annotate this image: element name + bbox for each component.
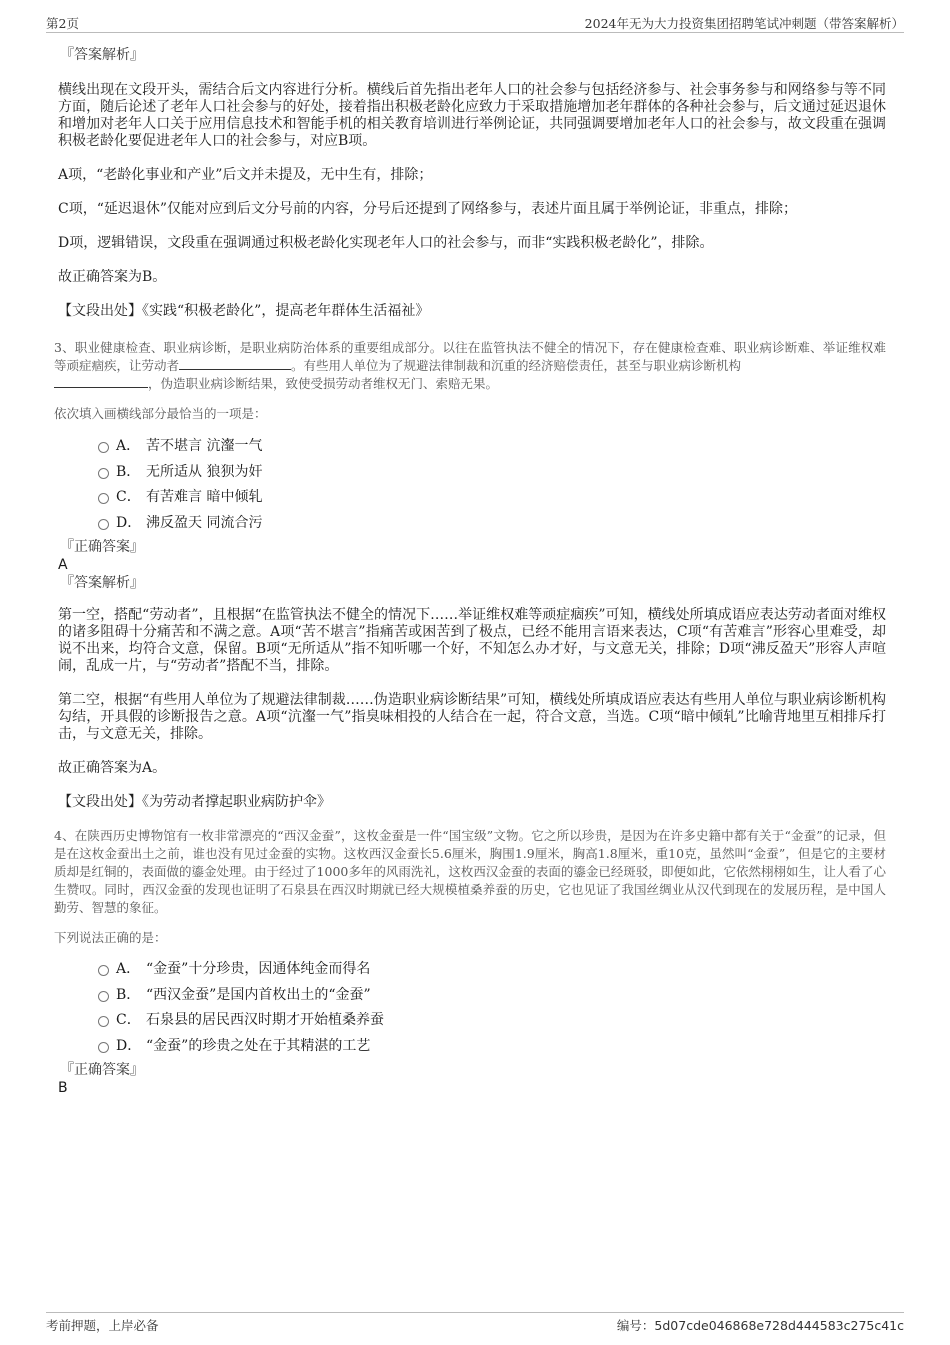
option-b[interactable]: B． “西汉金蚕”是国内首枚出土的“金蚕”: [58, 985, 886, 1011]
analysis-paragraph: C项，“延迟退休”仅能对应到后文分号前的内容，分号后还提到了网络参与，表述片面且属于举例论证，非重点，排除；: [58, 201, 798, 217]
options-list: [58, 959, 886, 1061]
answer-analysis-label: 『答案解析』: [60, 47, 144, 63]
answer-analysis-label: 『答案解析』: [60, 575, 144, 591]
source-citation: 【文段出处】《实践“积极老龄化”，提高老年群体生活福祉》: [58, 303, 430, 319]
analysis-paragraph: 第一空，搭配“劳动者”，且根据“在监管执法不健全的情况下……举证维权难等顽症痼疾”可知，横线处所填成语应表达劳动者面对维权的诸多阻碍十分痛苦和不满之意。A项“苦不堪言”指痛苦或困苦到了极点，已经不能用言语来表达，C项“有苦难言”形容心里难受，却说不出来，均符合文意，保留。B项“无所适从”指不知听哪一个好，不知怎么办才好，与文意无关，排除；D项“沸反盈天”形容人声喧闹，乱成一片，与“劳动者”搭配不当，排除。: [58, 607, 886, 674]
question-prompt: 依次填入画横线部分最恰当的一项是：: [54, 406, 267, 421]
page-content: [54, 44, 886, 1097]
option-d[interactable]: D． 沸反盈天 同流合污: [58, 513, 886, 539]
correct-answer-statement: 故正确答案为B。: [58, 269, 167, 285]
fill-blank: [54, 375, 148, 388]
source-citation: 【文段出处】《为劳动者撑起职业病防护伞》: [58, 794, 331, 810]
question-stem: 3、职业健康检查、职业病诊断，是职业病防治体系的重要组成部分。以往在监管执法不健全的情况下，存在健康检查难、职业病诊断难、举证维权难等顽症痼疾，让劳动者 。有些用人单位为了规避法律制裁和沉重的经济赔偿责任，甚至与职业病诊断机构 ，伪造职业病诊断结果，致使受损劳动者维权无门、索赔无果。: [54, 340, 886, 391]
option-c[interactable]: C． 有苦难言 暗中倾轧: [58, 487, 886, 513]
analysis-paragraph: 第二空，根据“有些用人单位为了规避法律制裁……伪造职业病诊断结果”可知，横线处所填成语应表达有些用人单位与职业病诊断机构勾结，开具假的诊断报告之意。A项“沆瀣一气”指臭味相投的人结合在一起，符合文意，当选。C项“暗中倾轧”比喻背地里互相排斥打击，与文意无关，排除。: [58, 692, 886, 742]
radio-icon[interactable]: [98, 442, 109, 453]
analysis-paragraph: 横线出现在文段开头，需结合后文内容进行分析。横线后首先指出老年人口的社会参与包括经济参与、社会事务参与和网络参与等不同方面，随后论述了老年人口社会参与的好处，接着指出积极老龄化应致力于采取措施增加老年群体的各种社会参与，后文通过延迟退休和增加对老年人口关于应用信息技术和智能手机的相关教育培训进行举例论证，共同强调要增加老年人口的社会参与，故文段重在强调积极老龄化要促进老年人口的社会参与，对应B项。: [58, 82, 886, 149]
page-footer: [46, 1312, 904, 1335]
document-title: 2024年无为大力投资集团招聘笔试冲刺题（带答案解析）: [584, 16, 904, 31]
footer-slogan: 考前押题，上岸必备: [46, 1318, 159, 1333]
option-d[interactable]: D． “金蚕”的珍贵之处在于其精湛的工艺: [58, 1036, 886, 1062]
correct-answer-label: 『正确答案』: [60, 539, 144, 555]
correct-answer-value: B: [58, 1080, 68, 1096]
options-list: [58, 436, 886, 538]
page-number: 第2页: [46, 16, 79, 31]
option-a[interactable]: A． “金蚕”十分珍贵，因通体纯金而得名: [58, 959, 886, 985]
fill-blank: [179, 357, 291, 370]
radio-icon[interactable]: [98, 468, 109, 479]
analysis-paragraph: D项，逻辑错误，文段重在强调通过积极老龄化实现老年人口的社会参与，而非“实践积极老龄化”，排除。: [58, 235, 714, 251]
page-header: [46, 12, 904, 33]
radio-icon[interactable]: [98, 965, 109, 976]
correct-answer-label: 『正确答案』: [60, 1062, 144, 1078]
document-serial: 编号：5d07cde046868e728d444583c275c41c: [616, 1318, 904, 1333]
radio-icon[interactable]: [98, 493, 109, 504]
option-a[interactable]: A． 苦不堪言 沆瀣一气: [58, 436, 886, 462]
analysis-paragraph: A项，“老龄化事业和产业”后文并未提及，无中生有，排除；: [58, 167, 433, 183]
radio-icon[interactable]: [98, 1016, 109, 1027]
correct-answer-value: A: [58, 557, 68, 573]
question-prompt: 下列说法正确的是：: [54, 930, 167, 945]
radio-icon[interactable]: [98, 991, 109, 1002]
option-b[interactable]: B． 无所适从 狼狈为奸: [58, 462, 886, 488]
radio-icon[interactable]: [98, 1042, 109, 1053]
correct-answer-statement: 故正确答案为A。: [58, 760, 167, 776]
option-c[interactable]: C． 石泉县的居民西汉时期才开始植桑养蚕: [58, 1010, 886, 1036]
question-stem: 4、在陕西历史博物馆有一枚非常漂亮的“西汉金蚕”，这枚金蚕是一件“国宝级”文物。它之所以珍贵，是因为在许多史籍中都有关于“金蚕”的记录，但是在这枚金蚕出土之前，谁也没有见过金蚕的实物。这枚西汉金蚕长5.6厘米，胸围1.9厘米，胸高1.8厘米，重10克，虽然叫“金蚕”，但是它的主要材质却是红铜的，表面做的鎏金处理。由于经过了1000多年的风雨洗礼，这枚西汉金蚕的表面的鎏金已经斑驳，即便如此，它依然栩栩如生，让人看了心生赞叹。同时，西汉金蚕的发现也证明了石泉县在西汉时期就已经大规模植桑养蚕的历史，它也见证了我国丝绸业从汉代到现在的发展历程，是中国人勤劳、智慧的象征。: [54, 828, 886, 915]
radio-icon[interactable]: [98, 519, 109, 530]
